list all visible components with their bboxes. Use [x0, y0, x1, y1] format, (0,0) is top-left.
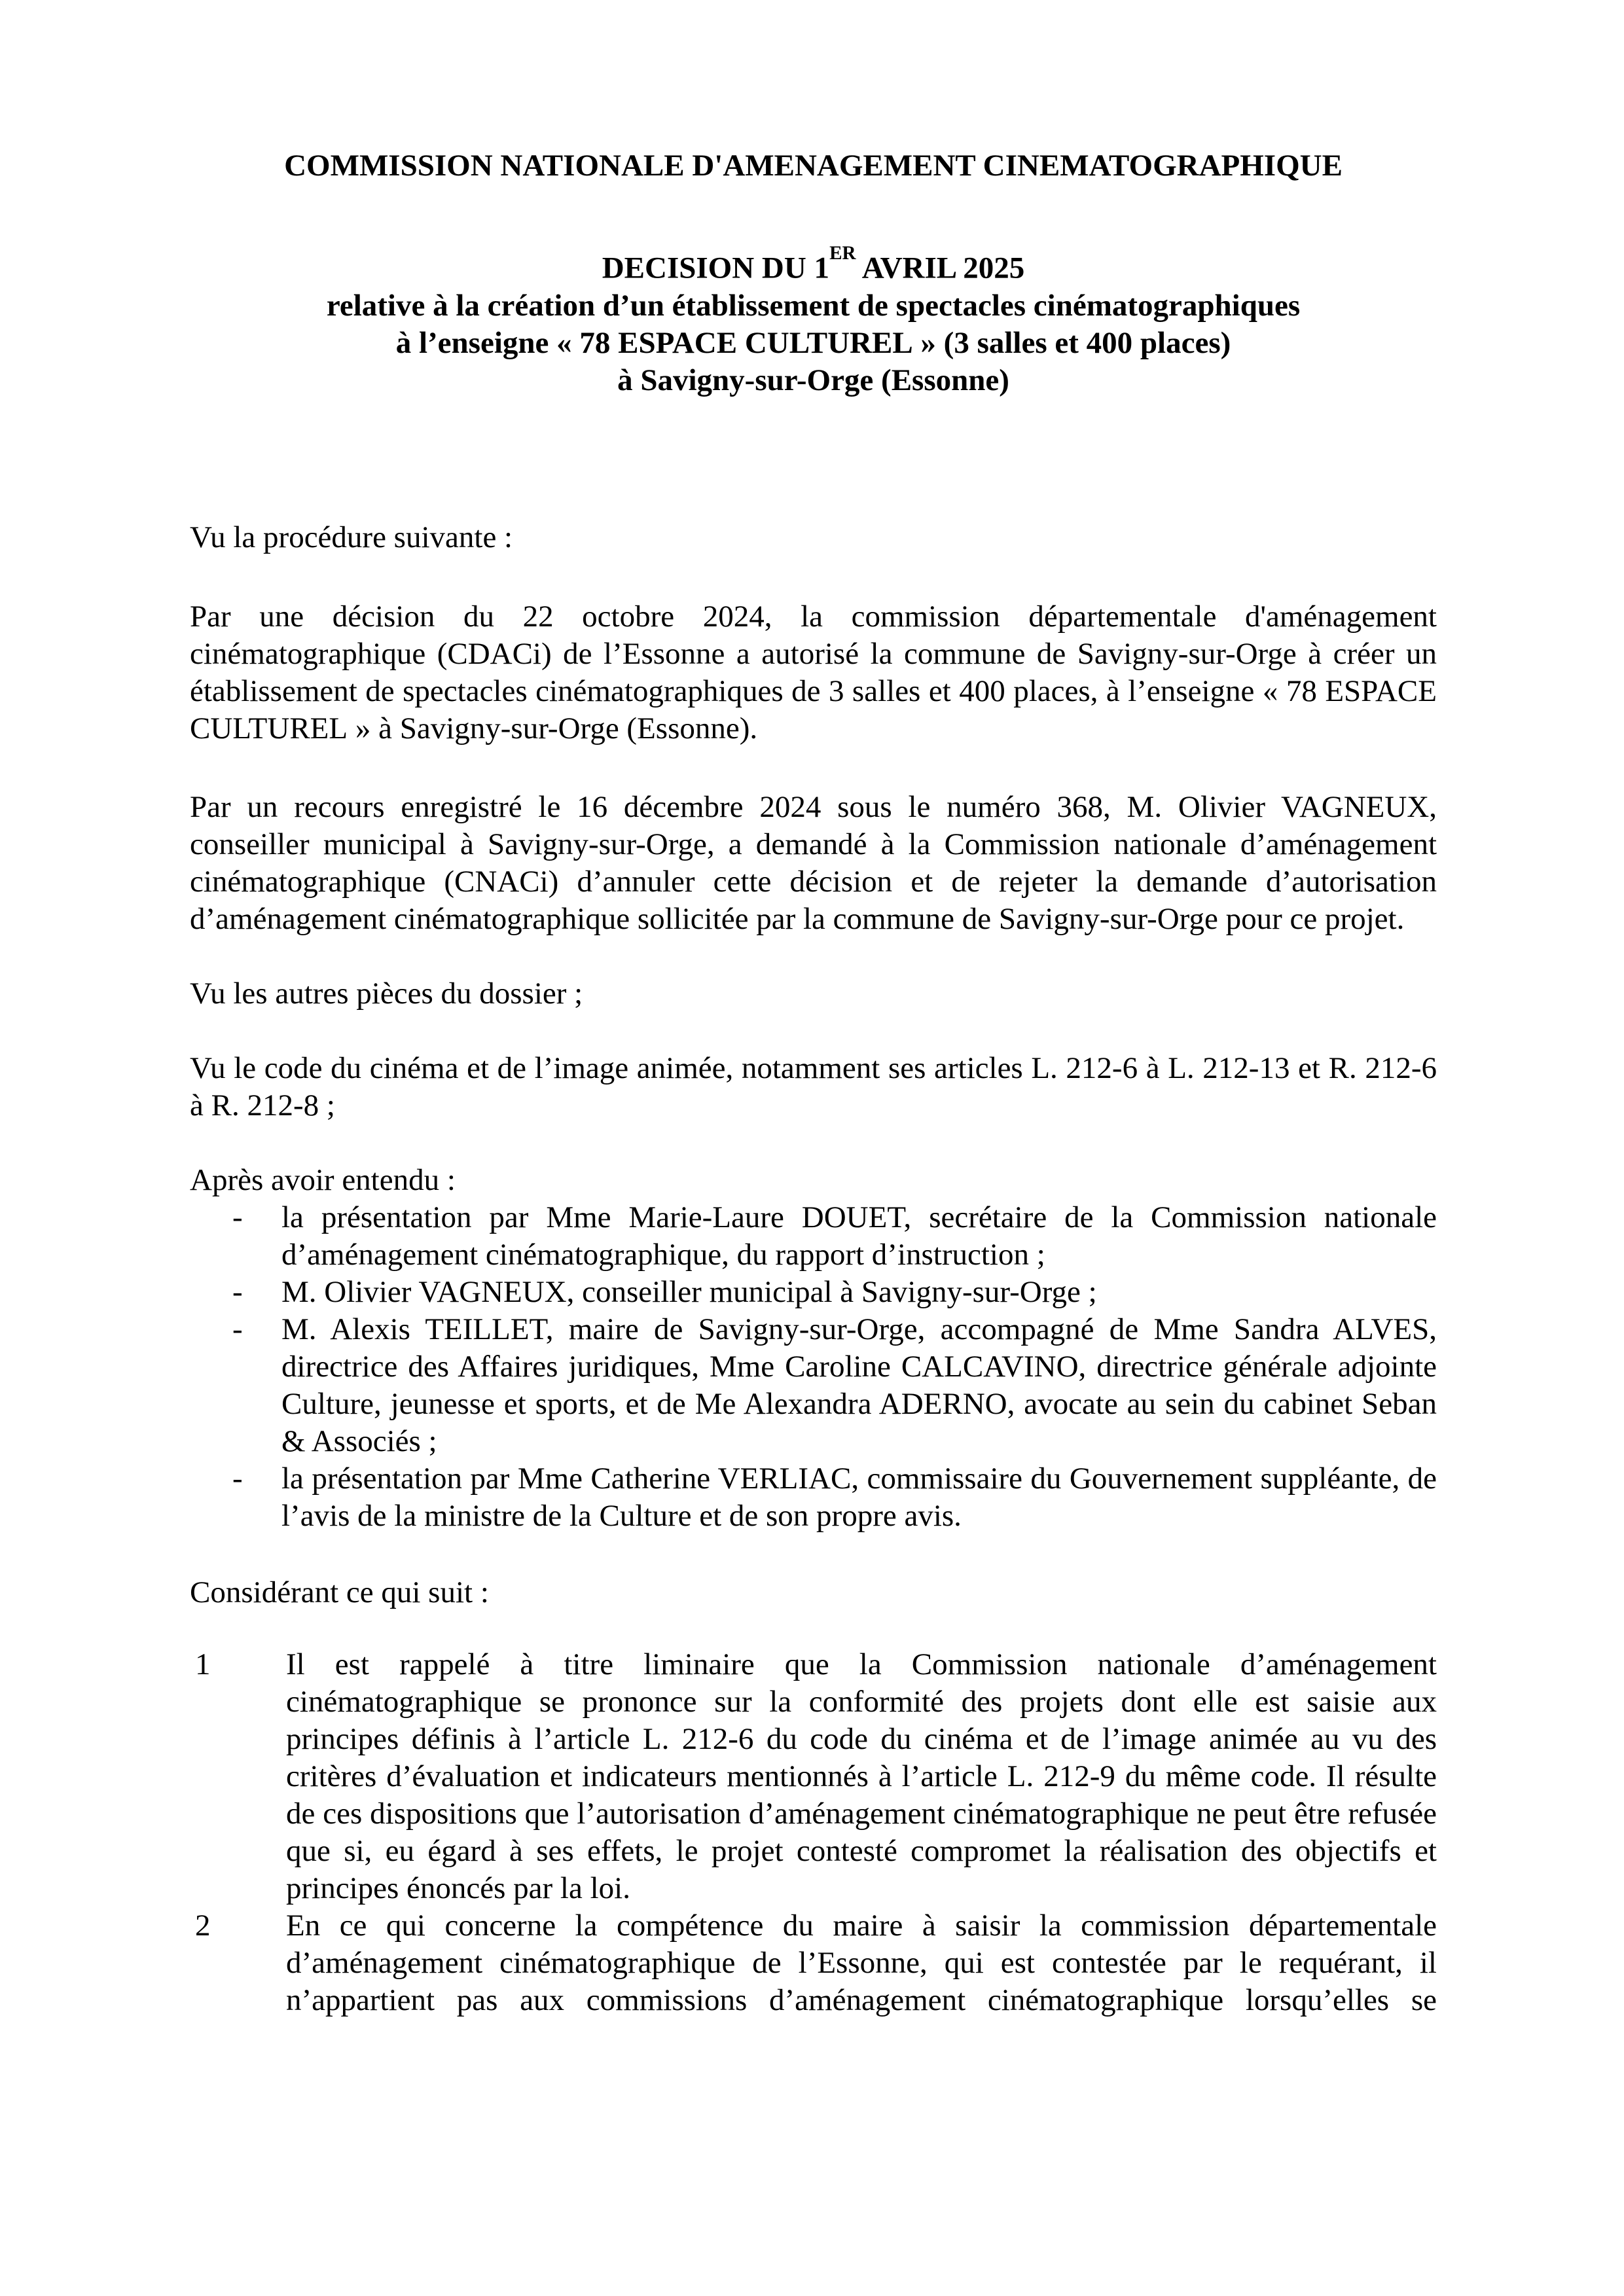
decision-date-superscript: ER — [829, 242, 856, 264]
consideration-number: 1 — [195, 1647, 211, 1681]
decision-date-suffix: AVRIL 2025 — [856, 251, 1025, 285]
hearing-item-text: la présentation par Mme Catherine VERLIAC, commissaire du Gouvernement suppléante, de l’avis de la ministre de la Culture et de son propre avis. — [281, 1461, 1437, 1533]
paragraph-recours: Par un recours enregistré le 16 décembre 2024 sous le numéro 368, M. Olivier VAGNEUX, conseiller municipal à Savigny-sur-Orge, a demandé à la Commission nationale d’aménagement cinématographique (CNACi) d’annuler cette décision et de rejeter la demande d’autorisation d’aménagement cinématographique sollicitée par la commune de Savigny-sur-Orge pour ce projet. — [190, 789, 1437, 936]
consideration-text: En ce qui concerne la compétence du maire à saisir la commission départementale d’aménagement cinématographique de l’Essonne, qui est contestée par le requérant, il n’appartient pas aux commissions d’aménagement cinématographique lorsqu’elles se — [286, 1908, 1437, 2017]
hearing-item-verliac — [190, 1460, 1437, 1535]
consideration-item-2 — [190, 1907, 1437, 2019]
decision-date-prefix: DECISION DU 1 — [602, 251, 830, 285]
decision-subject-line-1: relative à la création d’un établissement de spectacles cinématographiques — [326, 288, 1301, 323]
hearing-item-text: M. Olivier VAGNEUX, conseiller municipal à Savigny-sur-Orge ; — [281, 1274, 1097, 1309]
decision-heading — [190, 243, 1437, 399]
paragraph-code-cinema: Vu le code du cinéma et de l’image animée, notamment ses articles L. 212-6 à L. 212-13 et R. 212-6 à R. 212-8 ; — [190, 1050, 1437, 1122]
hearing-item-teillet — [190, 1311, 1437, 1460]
bullet-marker: - — [232, 1312, 243, 1346]
consideration-text: Il est rappelé à titre liminaire que la Commission nationale d’aménagement cinématographique se prononce sur la conformité des projets dont elle est saisie aux principes définis à l’article L. 212-6 du code du cinéma et de l’image animée au vu des critères d’évaluation et indicateurs mentionnés à l’article L. 212-9 du même code. Il résulte de ces dispositions que l’autorisation d’aménagement cinématographique ne peut être refusée que si, eu égard à ses effets, le projet contesté compromet la réalisation des objectifs et principes énoncés par la loi. — [286, 1647, 1437, 1905]
paragraph-procedure-intro: Vu la procédure suivante : — [190, 520, 513, 554]
paragraph-apres-avoir-entendu: Après avoir entendu : — [190, 1162, 456, 1197]
decision-subject-line-2: à l’enseigne « 78 ESPACE CULTUREL » (3 salles et 400 places) — [395, 325, 1231, 360]
decision-date-line — [190, 243, 1437, 287]
hearing-item-text: la présentation par Mme Marie-Laure DOUET, secrétaire de la Commission nationale d’aménagement cinématographique, du rapport d’instruction ; — [281, 1200, 1437, 1272]
decision-subject-line-3: à Savigny-sur-Orge (Essonne) — [617, 363, 1009, 397]
document-title: COMMISSION NATIONALE D'AMENAGEMENT CINEMATOGRAPHIQUE — [284, 149, 1343, 183]
bullet-marker: - — [232, 1461, 243, 1496]
paragraph-autres-pieces: Vu les autres pièces du dossier ; — [190, 976, 583, 1011]
hearing-list — [190, 1199, 1437, 1535]
consideration-number: 2 — [195, 1908, 211, 1943]
hearing-item-text: M. Alexis TEILLET, maire de Savigny-sur-Orge, accompagné de Mme Sandra ALVES, directrice des Affaires juridiques, Mme Caroline CALCAVINO, directrice générale adjointe Culture, jeunesse et sports, et de Me Alexandra ADERNO, avocate au sein du cabinet Seban & Associés ; — [281, 1312, 1437, 1458]
hearing-item-vagneux — [190, 1274, 1437, 1311]
hearing-item-rapport — [190, 1199, 1437, 1274]
paragraph-cdaci-decision: Par une décision du 22 octobre 2024, la commission départementale d'aménagement cinématographique (CDACi) de l’Essonne a autorisé la commune de Savigny-sur-Orge à créer un établissement de spectacles cinématographiques de 3 salles et 400 places, à l’enseigne « 78 ESPACE CULTUREL » à Savigny-sur-Orge (Essonne). — [190, 599, 1437, 745]
bullet-marker: - — [232, 1200, 243, 1234]
paragraph-considerant-intro: Considérant ce qui suit : — [190, 1575, 489, 1609]
bullet-marker: - — [232, 1274, 243, 1309]
consideration-item-1 — [190, 1646, 1437, 1907]
